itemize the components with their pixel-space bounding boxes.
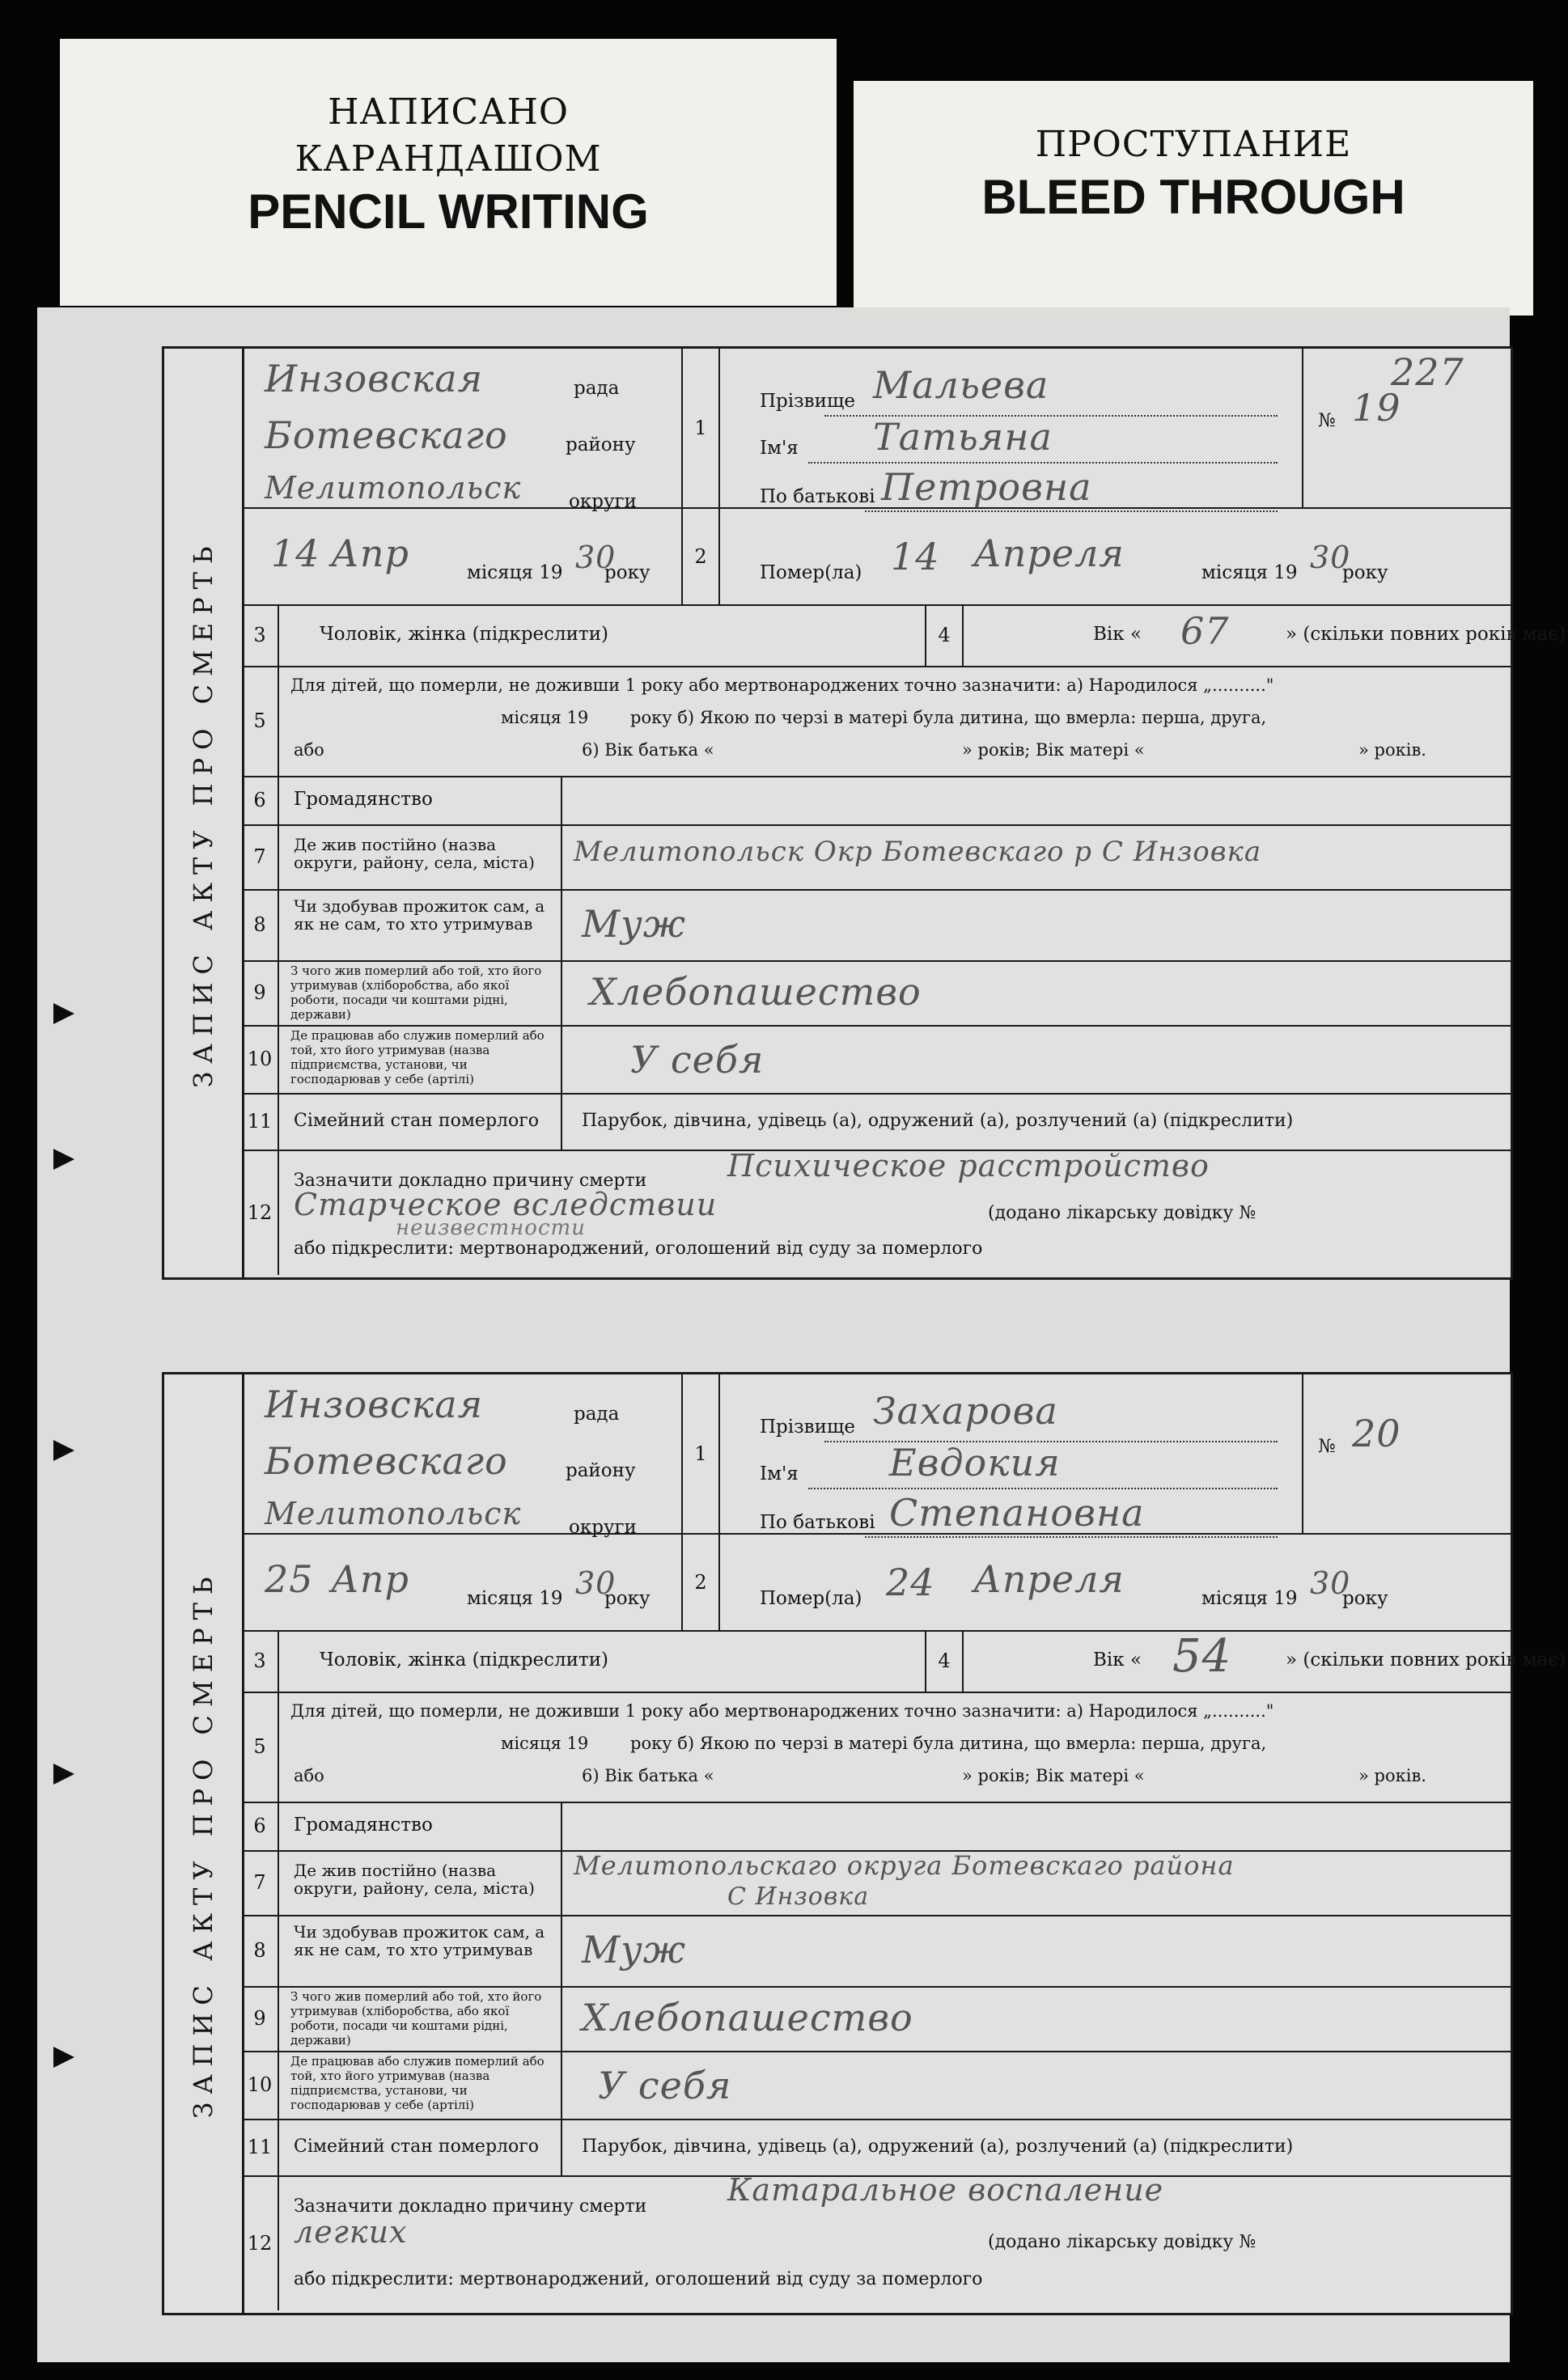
row-number: 6 bbox=[242, 1802, 279, 1850]
rada-value: Инзовская bbox=[265, 357, 484, 400]
cause-value-2: легких bbox=[294, 2214, 408, 2250]
row5-text: » років; Вік матері « bbox=[962, 740, 1145, 760]
record-number: 20 bbox=[1352, 1412, 1401, 1455]
row-number: 9 bbox=[242, 1986, 279, 2051]
surname-label: Прізвище bbox=[760, 391, 855, 412]
number-label: № bbox=[1318, 1436, 1336, 1457]
death-date-label: Помер(ла) bbox=[760, 1588, 862, 1609]
support-value: Муж bbox=[582, 902, 687, 946]
okruga-value: Мелитопольск bbox=[265, 1496, 522, 1531]
record-number-extra: 227 bbox=[1391, 350, 1464, 394]
row-number: 5 bbox=[242, 1692, 279, 1802]
residence-value: Мелитопольскаго округа Ботевскаго района bbox=[574, 1850, 1235, 1881]
patronymic-value: Степановна bbox=[889, 1491, 1145, 1535]
reg-month-value: Апр bbox=[331, 531, 409, 575]
tag-ru: ПРОСТУПАНИЕ bbox=[1035, 124, 1352, 165]
support-label: Чи здобував прожиток сам, а як не сам, то хто утримував bbox=[294, 896, 545, 934]
name-value: Татьяна bbox=[873, 415, 1053, 459]
cause-value: Психическое расстройство bbox=[727, 1148, 1210, 1184]
row5-text: або bbox=[294, 740, 324, 760]
row5-text: 6) Вік батька « bbox=[582, 1766, 714, 1785]
stillborn-label: або підкреслити: мертвонароджений, оголошений від суду за померлого bbox=[294, 1239, 983, 1259]
occupation-label: З чого жив померлий або той, хто його утримував (хліборобства, або якої роботи, посади чи коштами рідні, держави) bbox=[290, 963, 542, 1022]
age-label-end: » (скільки повних років має) bbox=[1286, 1649, 1566, 1671]
workplace-label: Де працював або служив померлий або той, хто його утримував (назва підприємства, установи, чи господарював у себе (артілі) bbox=[290, 2054, 545, 2112]
workplace-value: У себя bbox=[598, 2064, 732, 2107]
death-year-label: року bbox=[1342, 562, 1388, 583]
row-number: 3 bbox=[242, 604, 279, 666]
rada-value: Инзовская bbox=[265, 1383, 484, 1426]
header-block bbox=[242, 349, 1511, 606]
row-number: 12 bbox=[242, 1150, 279, 1275]
rayon-value: Ботевскаго bbox=[265, 413, 508, 457]
occupation-value: Хлебопашество bbox=[582, 1996, 913, 2039]
row-number: 12 bbox=[242, 2175, 279, 2310]
support-value: Муж bbox=[582, 1928, 687, 1971]
citizenship-label: Громадянство bbox=[294, 1815, 433, 1836]
age-label: Вік « bbox=[1093, 1649, 1142, 1671]
residence-label: Де жив постійно (назва округи, району, села, міста) bbox=[294, 835, 535, 872]
bleed-through-tag bbox=[854, 81, 1533, 315]
residence-label: Де жив постійно (назва округи, району, села, міста) bbox=[294, 1861, 535, 1898]
reg-year-value: 30 bbox=[575, 1565, 617, 1601]
row-number: 11 bbox=[242, 1093, 279, 1150]
age-value: 54 bbox=[1172, 1630, 1232, 1683]
row-number: 7 bbox=[242, 1850, 279, 1915]
okruga-value: Мелитопольск bbox=[265, 470, 522, 506]
marital-options: Парубок, дівчина, удівець (а), одружений (а), розлучений (а) (підкреслити) bbox=[582, 2136, 1294, 2157]
row5-text: або bbox=[294, 1766, 324, 1785]
patronymic-value: Петровна bbox=[881, 465, 1092, 509]
side-title: ЗАПИС АКТУ ПРО СМЕРТЬ bbox=[164, 1374, 244, 2313]
row5-text: » років. bbox=[1358, 1766, 1426, 1785]
tag-en: PENCIL WRITING bbox=[248, 184, 649, 239]
death-date-label: Помер(ла) bbox=[760, 562, 862, 583]
okruga-label: округи bbox=[569, 491, 637, 512]
death-month-label: місяця 19 bbox=[1201, 562, 1298, 583]
residence-value: Мелитопольск Окр Ботевскаго р С Инзовка bbox=[574, 836, 1262, 868]
medical-cert-label: (додано лікарську довідку № bbox=[988, 2232, 1257, 2252]
name-label: Ім'я bbox=[760, 1463, 799, 1484]
pencil-writing-tag bbox=[60, 39, 837, 306]
name-label: Ім'я bbox=[760, 438, 799, 459]
row-number: 10 bbox=[242, 1025, 279, 1093]
medical-cert-label: (додано лікарську довідку № bbox=[988, 1203, 1257, 1223]
punch-hole bbox=[53, 1440, 74, 1461]
reg-year-label: року bbox=[604, 562, 651, 583]
death-day-value: 14 bbox=[891, 535, 940, 578]
punch-hole bbox=[53, 1764, 74, 1785]
occupation-label: З чого жив померлий або той, хто його утримував (хліборобства, або якої роботи, посади чи коштами рідні, держави) bbox=[290, 1989, 542, 2048]
row-number: 3 bbox=[242, 1630, 279, 1692]
record-number: 19 bbox=[1352, 386, 1401, 430]
age-value: 67 bbox=[1180, 609, 1230, 653]
reg-year-label: року bbox=[604, 1588, 651, 1609]
death-year-value: 30 bbox=[1310, 540, 1351, 575]
cause-value: Катаральное воспаление bbox=[727, 2172, 1164, 2208]
row-number: 1 bbox=[683, 349, 720, 509]
sex-label: Чоловік, жінка (підкреслити) bbox=[320, 624, 609, 645]
death-record-form bbox=[162, 346, 1566, 1280]
cause-label: Зазначити докладно причину смерти bbox=[294, 1171, 647, 1191]
marital-options: Парубок, дівчина, удівець (а), одружений (а), розлучений (а) (підкреслити) bbox=[582, 1111, 1294, 1131]
tag-en: BLEED THROUGH bbox=[981, 170, 1405, 224]
row5-text: року б) Якою по черзі в матері була дитина, що вмерла: перша, друга, bbox=[630, 1734, 1267, 1753]
header-block bbox=[242, 1374, 1511, 1632]
name-value: Евдокия bbox=[889, 1441, 1061, 1484]
reg-year-value: 30 bbox=[575, 540, 617, 575]
row-number: 9 bbox=[242, 960, 279, 1025]
number-label: № bbox=[1318, 410, 1336, 431]
reg-month-label: місяця 19 bbox=[467, 562, 563, 583]
row-number: 7 bbox=[242, 824, 279, 889]
reg-day-value: 25 bbox=[265, 1557, 314, 1601]
row-number: 8 bbox=[242, 889, 279, 960]
punch-hole bbox=[53, 1003, 74, 1024]
residence-value-2: С Инзовка bbox=[727, 1882, 870, 1911]
row-number: 8 bbox=[242, 1915, 279, 1986]
side-title: ЗАПИС АКТУ ПРО СМЕРТЬ bbox=[164, 349, 244, 1277]
support-label: Чи здобував прожиток сам, а як не сам, то хто утримував bbox=[294, 1922, 545, 1959]
rada-label: рада bbox=[574, 1404, 620, 1425]
tag-ru-line2: КАРАНДАШОМ bbox=[295, 138, 602, 180]
death-year-label: року bbox=[1342, 1588, 1388, 1609]
row5-text: Для дітей, що померли, не доживши 1 року або мертвонароджених точно зазначити: а) Народилося „.........." bbox=[290, 675, 1274, 695]
death-day-value: 24 bbox=[886, 1561, 935, 1604]
row5-text: року б) Якою по черзі в матері була дитина, що вмерла: перша, друга, bbox=[630, 708, 1267, 727]
rada-label: рада bbox=[574, 378, 620, 399]
death-month-label: місяця 19 bbox=[1201, 1588, 1298, 1609]
rayon-label: району bbox=[566, 434, 636, 455]
reg-month-label: місяця 19 bbox=[467, 1588, 563, 1609]
surname-value: Захарова bbox=[873, 1389, 1058, 1433]
death-record-form bbox=[162, 1372, 1566, 2315]
row-number: 4 bbox=[926, 1630, 964, 1692]
punch-hole bbox=[53, 1149, 74, 1170]
rayon-label: району bbox=[566, 1460, 636, 1481]
row-number: 4 bbox=[926, 604, 964, 666]
surname-label: Прізвище bbox=[760, 1417, 855, 1438]
age-label-end: » (скільки повних років має) bbox=[1286, 624, 1566, 645]
death-month-value: Апреля bbox=[973, 531, 1125, 575]
marital-label: Сімейний стан померлого bbox=[294, 2136, 540, 2157]
row-number: 5 bbox=[242, 666, 279, 776]
death-year-value: 30 bbox=[1310, 1565, 1351, 1601]
okruga-label: округи bbox=[569, 1517, 637, 1538]
reg-day-value: 14 bbox=[271, 531, 320, 575]
stillborn-label: або підкреслити: мертвонароджений, оголошений від суду за померлого bbox=[294, 2269, 983, 2289]
sex-label: Чоловік, жінка (підкреслити) bbox=[320, 1649, 609, 1671]
tag-ru-line1: НАПИСАНО bbox=[328, 91, 569, 133]
row5-text: 6) Вік батька « bbox=[582, 740, 714, 760]
age-label: Вік « bbox=[1093, 624, 1142, 645]
row5-text: місяця 19 bbox=[501, 708, 589, 727]
row5-text: » років. bbox=[1358, 740, 1426, 760]
row-number: 1 bbox=[683, 1374, 720, 1535]
cause-value-2: Старческое вследствии bbox=[294, 1187, 718, 1222]
marital-label: Сімейний стан померлого bbox=[294, 1111, 540, 1131]
row-number: 11 bbox=[242, 2119, 279, 2175]
row5-text: Для дітей, що померли, не доживши 1 року або мертвонароджених точно зазначити: а) Народилося „.........." bbox=[290, 1701, 1274, 1721]
reg-month-value: Апр bbox=[331, 1557, 409, 1601]
row-number: 6 bbox=[242, 776, 279, 824]
row5-text: » років; Вік матері « bbox=[962, 1766, 1145, 1785]
row5-text: місяця 19 bbox=[501, 1734, 589, 1753]
occupation-value: Хлебопашество bbox=[590, 970, 922, 1014]
patronymic-label: По батькові bbox=[760, 486, 875, 507]
death-month-value: Апреля bbox=[973, 1557, 1125, 1601]
rayon-value: Ботевскаго bbox=[265, 1439, 508, 1483]
surname-value: Мальева bbox=[873, 363, 1049, 407]
workplace-label: Де працював або служив померлий або той, хто його утримував (назва підприємства, установи, чи господарював у себе (артілі) bbox=[290, 1028, 545, 1086]
punch-hole bbox=[53, 2047, 74, 2068]
workplace-value: У себя bbox=[630, 1038, 765, 1082]
patronymic-label: По батькові bbox=[760, 1512, 875, 1533]
cause-label: Зазначити докладно причину смерти bbox=[294, 2196, 647, 2217]
row-number: 2 bbox=[683, 509, 720, 604]
row-number: 10 bbox=[242, 2051, 279, 2119]
row-number: 2 bbox=[683, 1535, 720, 1630]
citizenship-label: Громадянство bbox=[294, 789, 433, 810]
cause-value-3: неизвестности bbox=[396, 1216, 586, 1240]
